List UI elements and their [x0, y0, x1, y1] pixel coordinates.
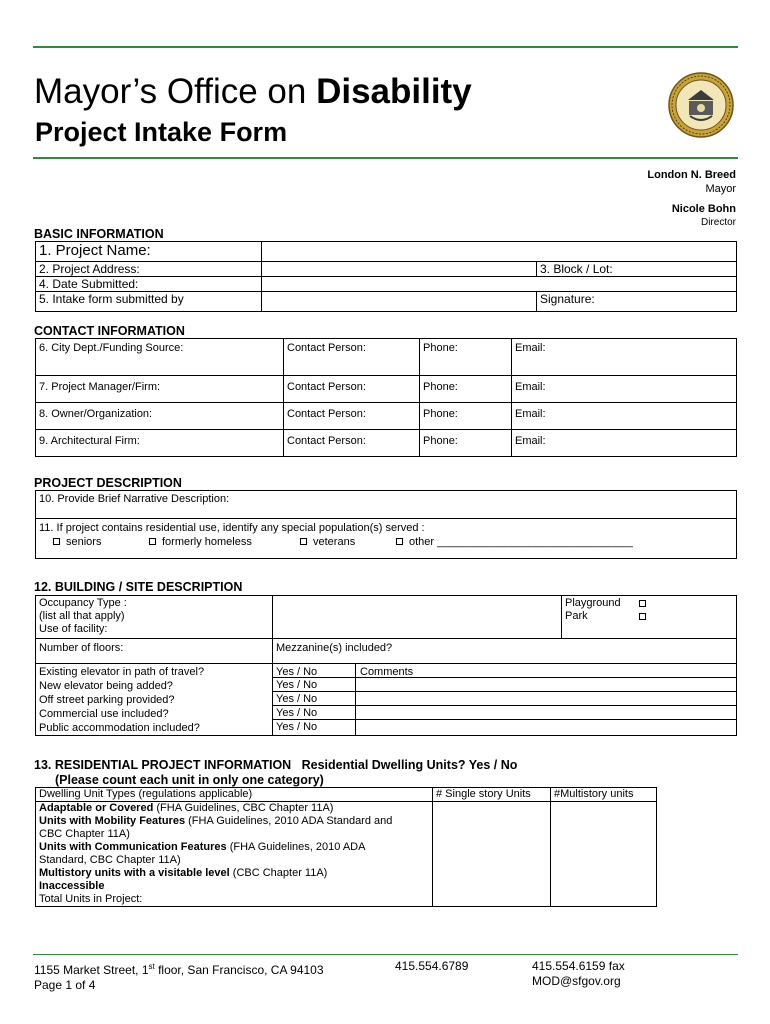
- question-label: Commercial use included?: [39, 708, 169, 720]
- building-table: [35, 595, 737, 736]
- director-name: Nicole Bohn: [671, 203, 736, 215]
- footer-phone: 415.554.6789: [395, 959, 469, 973]
- unit-types-header: Dwelling Unit Types (regulations applicable): [36, 788, 433, 802]
- header-rule: [33, 157, 738, 159]
- checkbox-icon: [396, 538, 403, 545]
- population-question: 11. If project contains residential use, identify any special population(s) served :: [39, 522, 425, 534]
- phone-field[interactable]: Phone:: [420, 430, 512, 457]
- mayor-title: Mayor: [705, 183, 736, 195]
- comments-label: Comments: [356, 664, 736, 678]
- email-field[interactable]: Email:: [512, 339, 737, 376]
- residential-population-cell: [36, 519, 737, 559]
- contact-row-label: 9. Architectural Firm:: [36, 430, 284, 457]
- occupancy-field[interactable]: [273, 596, 562, 639]
- block-lot-label: 3. Block / Lot:: [540, 262, 613, 276]
- contact-table: [35, 338, 737, 457]
- contact-person-field[interactable]: Contact Person:: [284, 430, 420, 457]
- playground-option[interactable]: Playground: [565, 597, 733, 610]
- basic-heading: BASIC INFORMATION: [34, 227, 164, 241]
- residential-heading: 13. RESIDENTIAL PROJECT INFORMATION Residential Dwelling Units? Yes / No: [34, 758, 518, 772]
- occupancy-label: Occupancy Type : (list all that apply) Use of facility:: [36, 596, 273, 639]
- project-address-label: 2. Project Address:: [36, 262, 262, 277]
- question-label: Existing elevator in path of travel?: [39, 666, 205, 678]
- checkbox-icon: [53, 538, 60, 545]
- questions-cell: [36, 664, 273, 736]
- description-heading: PROJECT DESCRIPTION: [34, 476, 182, 490]
- signature-label: Signature:: [540, 292, 595, 306]
- question-label: Public accommodation included?: [39, 722, 200, 734]
- email-link[interactable]: MOD@sfgov.org: [532, 974, 621, 988]
- contact-row-label: 8. Owner/Organization:: [36, 403, 284, 430]
- building-heading: 12. BUILDING / SITE DESCRIPTION: [34, 580, 243, 594]
- date-submitted-field[interactable]: [262, 277, 737, 292]
- top-rule: [33, 46, 738, 48]
- question-label: Off street parking provided?: [39, 694, 175, 706]
- city-seal-icon: [668, 72, 734, 138]
- answer-yes-no[interactable]: Yes / No: [273, 678, 355, 692]
- phone-field[interactable]: Phone:: [420, 376, 512, 403]
- contact-row-label: 7. Project Manager/Firm:: [36, 376, 284, 403]
- single-story-header: # Single story Units: [433, 788, 551, 802]
- email-field[interactable]: Email:: [512, 430, 737, 457]
- page-number: Page 1 of 4: [34, 978, 96, 992]
- floors-label: Number of floors:: [36, 639, 273, 664]
- option-seniors[interactable]: seniors: [53, 535, 101, 549]
- answer-yes-no[interactable]: Yes / No: [276, 721, 318, 733]
- unit-type-row: Adaptable or Covered (FHA Guidelines, CBC Chapter 11A) Units with Mobility Features (FHA Guidelines, 2010 ADA Standard and CBC Chapter 11A) Units with Communication Features (FHA Guidelines, 2010 ADA Standard, CBC Chapter 11A) Multistory units with a visitable level (CBC Chapter 11A) Inaccessible: [36, 802, 433, 894]
- contact-person-field[interactable]: Contact Person:: [284, 339, 420, 376]
- park-option[interactable]: Park: [565, 610, 733, 623]
- residential-table: [35, 787, 657, 907]
- description-table: [35, 490, 737, 559]
- phone-field[interactable]: Phone:: [420, 403, 512, 430]
- narrative-field[interactable]: [36, 491, 737, 519]
- submitted-by-field[interactable]: [262, 292, 537, 312]
- checkbox-icon: [639, 600, 646, 607]
- answers-cell: [273, 664, 356, 736]
- email-field[interactable]: Email:: [512, 376, 737, 403]
- option-veterans[interactable]: veterans: [300, 535, 355, 549]
- narrative-label: 10. Provide Brief Narrative Description:: [39, 493, 230, 505]
- email-field[interactable]: Email:: [512, 403, 737, 430]
- project-address-field[interactable]: [262, 262, 537, 277]
- single-story-count-field[interactable]: [433, 802, 551, 907]
- units-question: Residential Dwelling Units? Yes / No: [301, 758, 518, 772]
- mayor-name: London N. Breed: [647, 169, 736, 181]
- officials-block: [647, 168, 736, 230]
- project-name-field[interactable]: [262, 242, 737, 262]
- contact-row-label: 6. City Dept./Funding Source:: [36, 339, 284, 376]
- checkbox-icon: [300, 538, 307, 545]
- contact-heading: CONTACT INFORMATION: [34, 324, 185, 338]
- answer-yes-no[interactable]: Yes / No: [273, 692, 355, 706]
- playground-park-cell: [562, 596, 737, 639]
- comments-cell[interactable]: [356, 664, 737, 736]
- checkbox-icon: [639, 613, 646, 620]
- residential-note: (Please count each unit in only one category): [55, 773, 324, 787]
- director-title: Director: [700, 217, 736, 228]
- phone-field[interactable]: Phone:: [420, 339, 512, 376]
- signature-field[interactable]: [537, 292, 737, 312]
- checkbox-icon: [149, 538, 156, 545]
- submitted-by-label: 5. Intake form submitted by: [36, 292, 262, 312]
- multistory-header: #Multistory units: [551, 788, 657, 802]
- footer-rule: [33, 954, 738, 955]
- contact-person-field[interactable]: Contact Person:: [284, 403, 420, 430]
- form-title: Project Intake Form: [35, 117, 288, 147]
- multistory-count-field[interactable]: [551, 802, 657, 907]
- option-other[interactable]: other ________________________________: [396, 535, 633, 549]
- option-formerly-homeless[interactable]: formerly homeless: [149, 535, 252, 549]
- mezzanine-field[interactable]: Mezzanine(s) included?: [273, 639, 737, 664]
- fax-number: 415.554.6159 fax: [532, 959, 625, 973]
- total-units-label: Total Units in Project:: [36, 893, 433, 907]
- basic-table: [35, 241, 737, 312]
- project-name-label: 1. Project Name:: [36, 242, 262, 262]
- footer-address: 1155 Market Street, 1st floor, San Francisco, CA 94103 Page 1 of 4: [34, 962, 324, 992]
- date-submitted-label: 4. Date Submitted:: [36, 277, 262, 292]
- block-lot-field[interactable]: [537, 262, 737, 277]
- page-title: Mayor’s Office on Disability: [34, 72, 472, 111]
- contact-person-field[interactable]: Contact Person:: [284, 376, 420, 403]
- answer-yes-no[interactable]: Yes / No: [273, 706, 355, 720]
- answer-yes-no[interactable]: Yes / No: [273, 664, 355, 678]
- other-line[interactable]: ________________________________: [437, 536, 633, 548]
- footer-contact: [532, 959, 625, 989]
- question-label: New elevator being added?: [39, 680, 173, 692]
